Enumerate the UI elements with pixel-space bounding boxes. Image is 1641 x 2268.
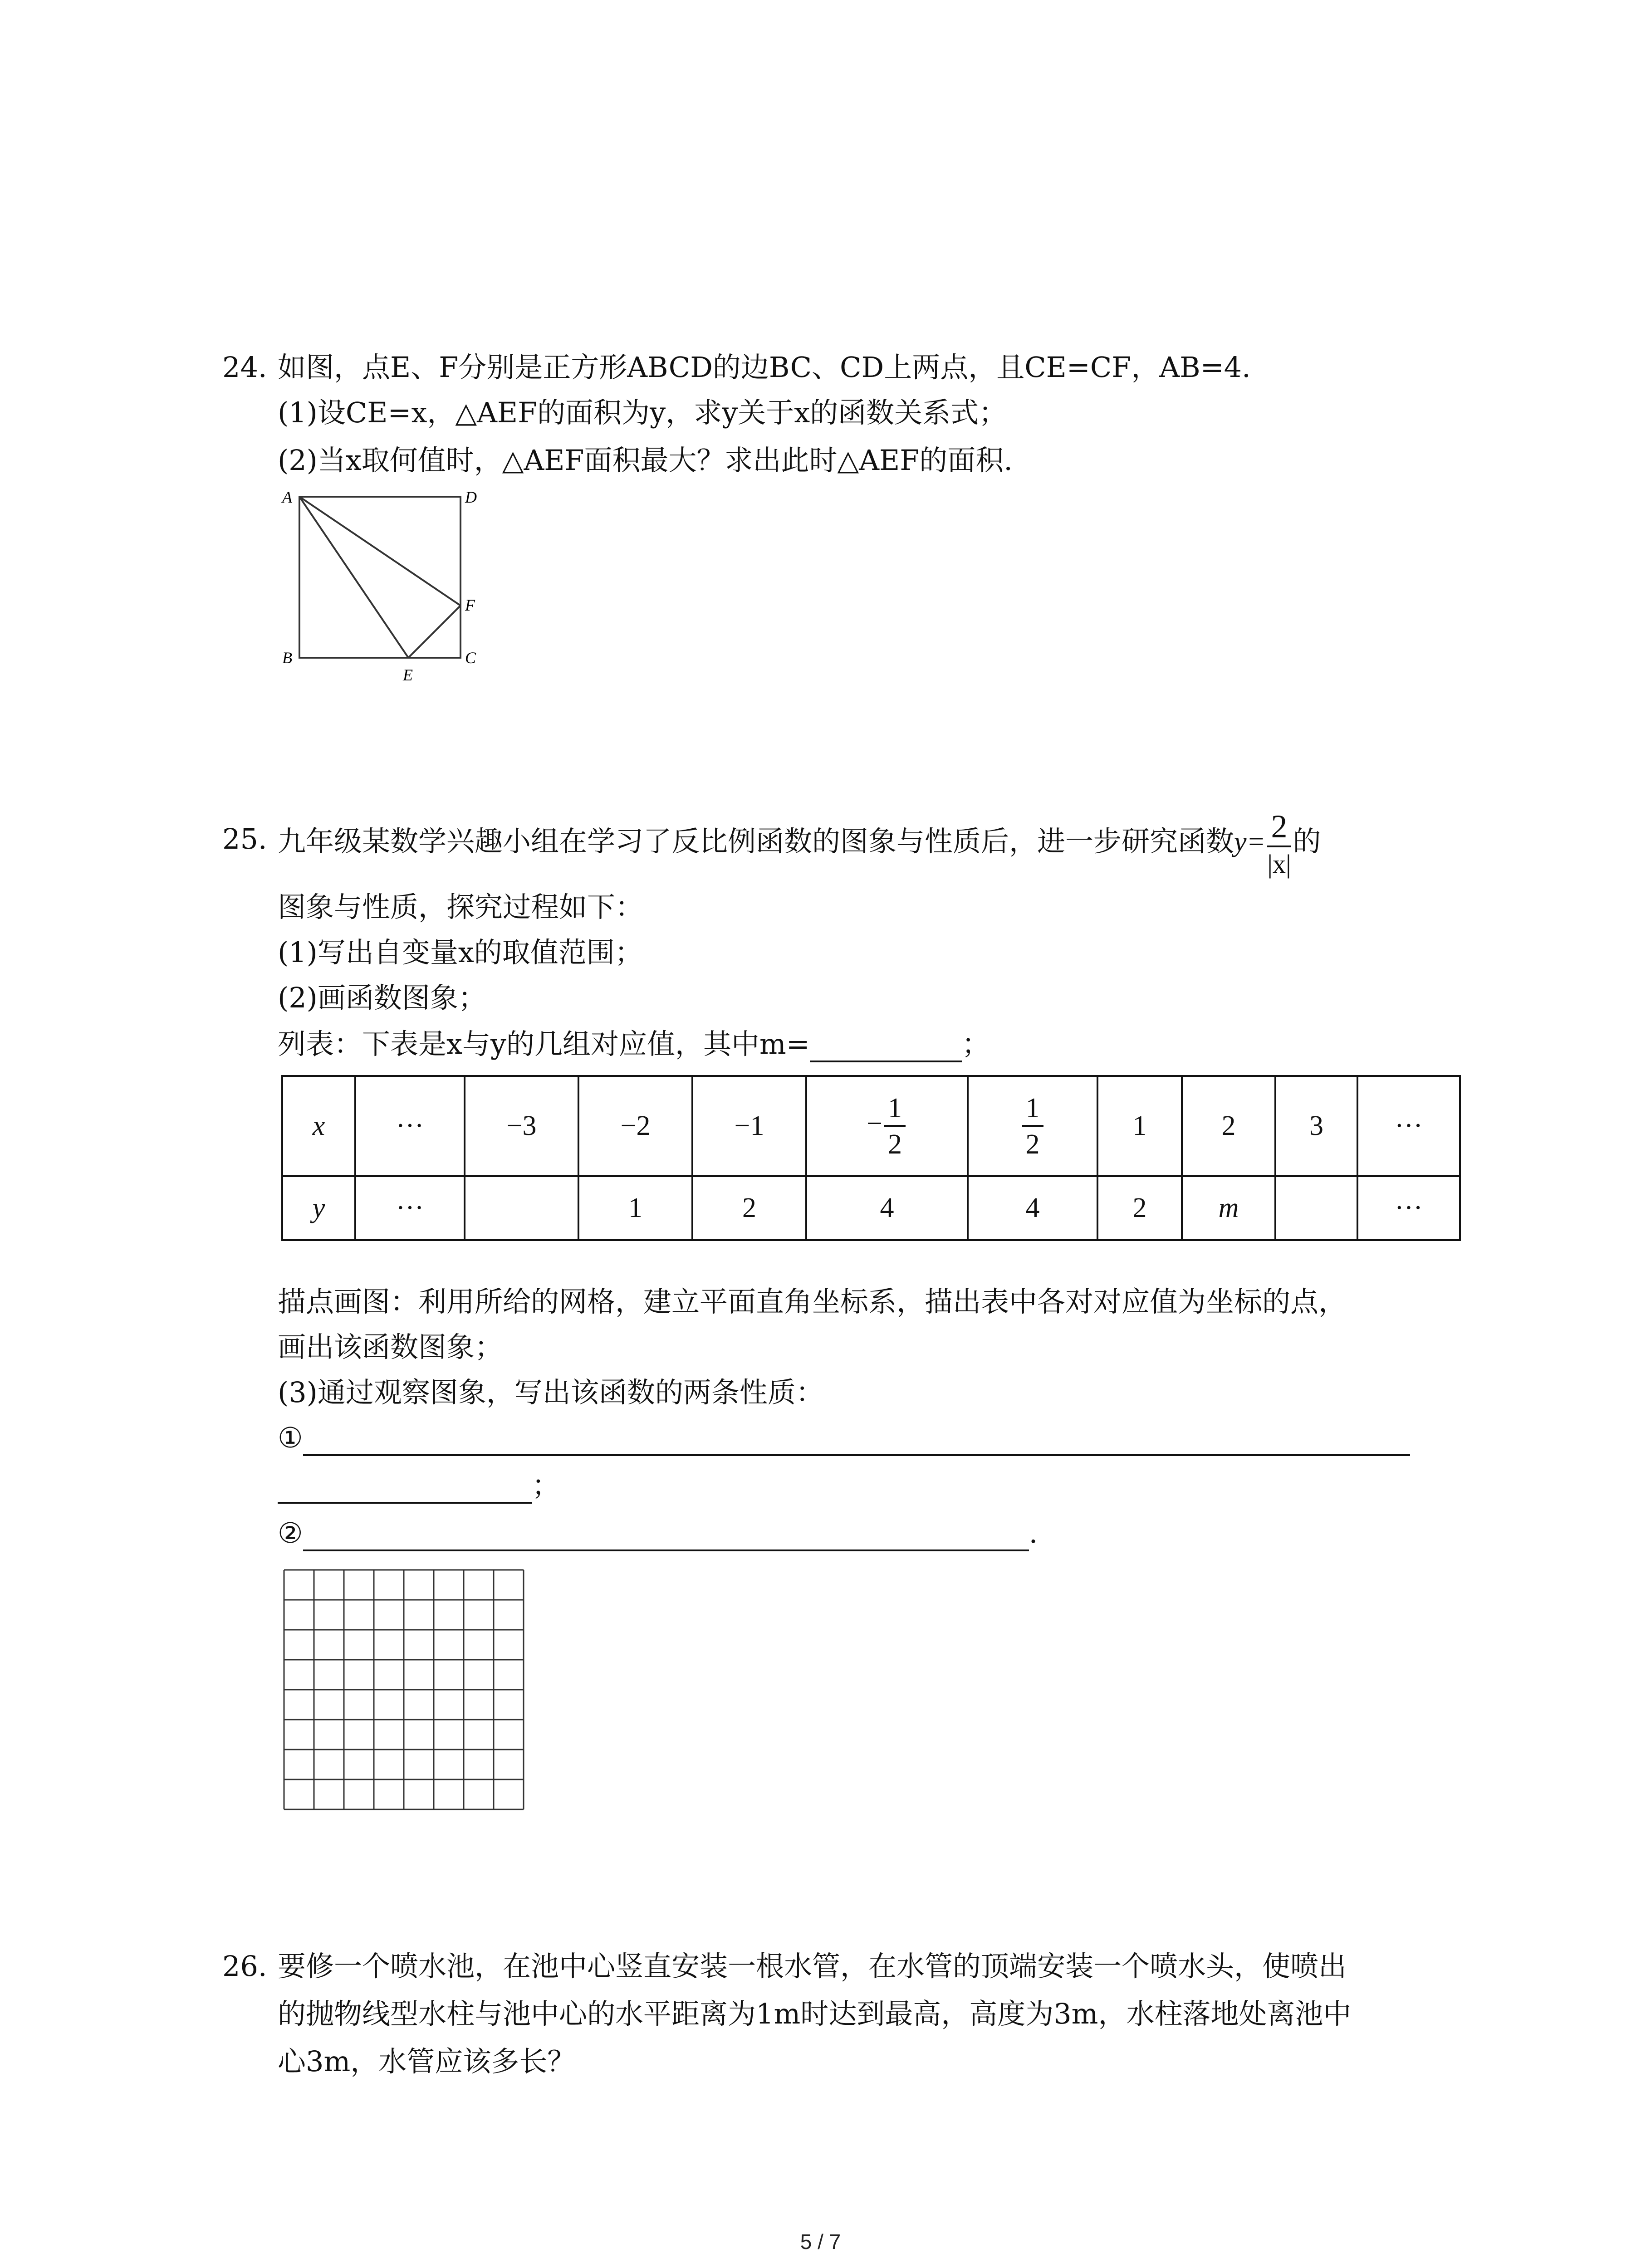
property-1-line-cont [278,1467,560,1504]
property-2-end: . [1029,1516,1038,1549]
q25-line3: (1)写出自变量x的取值范围； [278,936,643,969]
property-2-line [278,1515,1038,1551]
q25-func-y: y= [1234,826,1266,857]
q25-line6: 描点画图：利用所给的网格，建立平面直角坐标系，描出表中各对对应值为坐标的点， [278,1285,1347,1318]
cell-y-8: m [1182,1176,1275,1240]
cell-x-5-frac: $\frac{1}{2}$ [884,1094,906,1158]
cell-y-5: 4 [806,1176,968,1240]
cell-x-7: 1 [1097,1076,1182,1176]
cell-y-10: ··· [1357,1176,1460,1240]
cell-x-6-frac: $\frac{1}{2}$ [1022,1094,1043,1158]
cell-x-5-sign: − [867,1108,882,1139]
cell-y-7: 2 [1097,1176,1182,1240]
cell-x-5 [806,1076,968,1176]
label-f: F [465,596,475,614]
cell-x-6 [968,1076,1097,1176]
q24-line3: (2)当x取何值时，△AEF面积最大？求出此时△AEF的面积. [278,444,1013,477]
q25-func-fraction [1267,810,1291,877]
q25-line5 [278,1026,990,1062]
cell-x-4: −1 [692,1076,806,1176]
cell-x-label: x [282,1076,355,1176]
q26-line1: 要修一个喷水池，在池中心竖直安装一根水管，在水管的顶端安装一个喷水头，使喷出 [278,1950,1347,1983]
q26-line3: 心3m，水管应该多长？ [278,2045,576,2078]
cell-x-10: ··· [1357,1076,1460,1176]
label-e: E [403,666,413,684]
q24-square-figure [272,485,490,685]
q24-line1: 如图，点E、F分别是正方形ABCD的边BC、CD上两点，且CE=CF，AB=4. [278,351,1251,384]
property-1-line [278,1420,1410,1456]
property-1-end: ； [532,1469,560,1502]
q25-line5-end: ； [961,1027,990,1061]
q25-line8: (3)通过观察图象，写出该函数的两条性质： [278,1376,824,1409]
q25-func-denominator: |x| [1267,849,1291,879]
cell-y-label: y [282,1176,355,1240]
label-c: C [465,649,476,667]
m-answer-blank[interactable] [810,1029,962,1062]
segment-af [299,497,460,606]
cell-y-3: 1 [578,1176,692,1240]
segment-ae [299,497,408,658]
label-a: A [282,488,292,506]
square-abcd [299,497,460,658]
property-1-blank-cont[interactable] [278,1470,532,1504]
property-2-mark: ② [278,1516,303,1549]
xy-value-table [281,1075,1461,1241]
drawing-grid[interactable] [281,1567,526,1812]
label-b: B [282,649,292,667]
label-d: D [465,488,477,506]
cell-x-9: 3 [1275,1076,1357,1176]
segment-ef [408,606,460,658]
q25-func-numerator: 2 [1267,810,1291,847]
cell-x-1: ··· [355,1076,465,1176]
q25-line1-end: 的 [1293,825,1321,858]
cell-y-9[interactable] [1275,1176,1357,1240]
cell-y-6: 4 [968,1176,1097,1240]
q25-line1 [278,798,1321,885]
cell-y-1: ··· [355,1176,465,1240]
cell-y-2[interactable] [465,1176,578,1240]
q25-line1-text: 九年级某数学兴趣小组在学习了反比例函数的图象与性质后，进一步研究函数 [278,825,1234,858]
property-2-blank[interactable] [303,1518,1029,1551]
cell-y-4: 2 [692,1176,806,1240]
table-row-x [282,1076,1460,1176]
cell-x-2: −3 [465,1076,578,1176]
table-row-y [282,1176,1460,1240]
q24-line2: (1)设CE=x，△AEF的面积为y，求y关于x的函数关系式； [278,396,1007,429]
property-1-mark: ① [278,1421,303,1454]
page-number: 5 / 7 [800,2230,841,2253]
q25-line2: 图象与性质，探究过程如下： [278,890,644,924]
q24-number: 24. [222,351,267,384]
q25-line7: 画出该函数图象； [278,1330,503,1364]
property-1-blank[interactable] [303,1422,1410,1456]
cell-x-8: 2 [1182,1076,1275,1176]
q26-number: 26. [222,1950,267,1983]
q25-number: 25. [222,822,267,855]
cell-x-3: −2 [578,1076,692,1176]
q25-line5-text: 列表：下表是x与y的几组对应值，其中m= [278,1027,810,1061]
q26-line2: 的抛物线型水柱与池中心的水平距离为1m时达到最高，高度为3m，水柱落地处离池中 [278,1997,1352,2030]
q25-line4: (2)画函数图象； [278,981,486,1014]
